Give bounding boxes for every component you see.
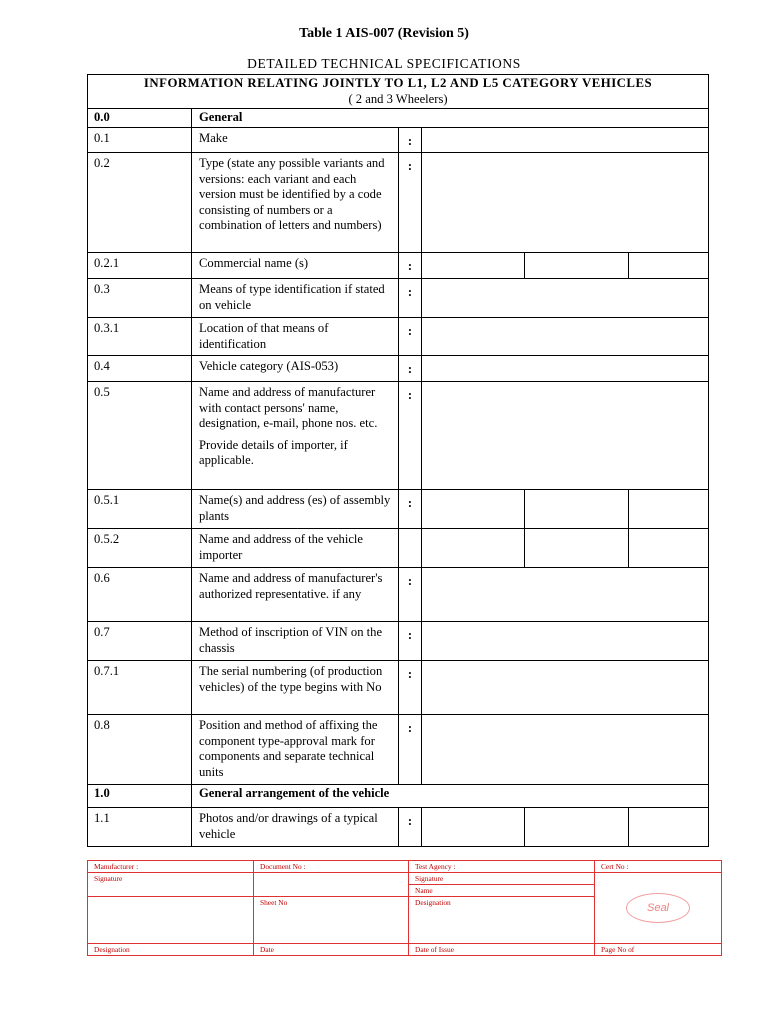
- colon-cell: :: [399, 128, 422, 153]
- footer-sheet-no: Sheet No: [254, 897, 409, 944]
- footer-signature-left: Signature: [88, 873, 254, 897]
- value-cell[interactable]: [422, 568, 709, 622]
- row-number: 0.1: [88, 128, 192, 153]
- section-label: General arrangement of the vehicle: [192, 785, 709, 808]
- colon-cell: :: [399, 356, 422, 382]
- row-number: 0.8: [88, 715, 192, 785]
- row-label: The serial numbering (of production vehicles) of the type begins with No: [192, 661, 399, 715]
- value-cell[interactable]: [422, 529, 525, 568]
- row-label: Location of that means of identification: [192, 318, 399, 356]
- row-number: 0.0: [88, 109, 192, 128]
- row-number: 0.3.1: [88, 318, 192, 356]
- table-row: [88, 661, 709, 715]
- table-row: [88, 568, 709, 622]
- colon-cell: [399, 529, 422, 568]
- value-cell[interactable]: [422, 153, 709, 253]
- value-cell[interactable]: [629, 808, 709, 847]
- colon-cell: :: [399, 153, 422, 253]
- value-cell[interactable]: [629, 490, 709, 529]
- row-number: 0.5.1: [88, 490, 192, 529]
- colon-cell: :: [399, 622, 422, 661]
- row-label: Method of inscription of VIN on the chassis: [192, 622, 399, 661]
- footer-name: Name: [409, 885, 595, 897]
- row-label: Name and address of the vehicle importer: [192, 529, 399, 568]
- row-label-cell: [192, 382, 399, 490]
- row-number: 0.7: [88, 622, 192, 661]
- table-row: [88, 153, 709, 253]
- banner-line-1: INFORMATION RELATING JOINTLY TO L1, L2 AND L5 CATEGORY VEHICLES: [143, 76, 653, 90]
- specifications-table: [87, 74, 709, 847]
- row-label: Vehicle category (AIS-053): [192, 356, 399, 382]
- colon-cell: :: [399, 253, 422, 279]
- footer-page-no: Page No of: [595, 944, 722, 956]
- row-label: Commercial name (s): [192, 253, 399, 279]
- colon-cell: :: [399, 318, 422, 356]
- document-subtitle: DETAILED TECHNICAL SPECIFICATIONS: [247, 56, 521, 71]
- value-cell[interactable]: [422, 356, 709, 382]
- banner-line-2: ( 2 and 3 Wheelers): [348, 92, 448, 106]
- row-label-note: Provide details of importer, if applicable.: [199, 437, 348, 468]
- footer-date: Date: [254, 944, 409, 956]
- value-cell[interactable]: [422, 279, 709, 318]
- colon-cell: :: [399, 382, 422, 490]
- row-label: Type (state any possible variants and versions: each variant and each version must be identified by a code consisting of numbers or a combination of letters and numbers): [192, 153, 399, 253]
- footer-designation-left: Designation: [88, 944, 254, 956]
- row-number: 1.0: [88, 785, 192, 808]
- footer-signature-right: Signature: [409, 873, 595, 885]
- row-label: Name(s) and address (es) of assembly plants: [192, 490, 399, 529]
- section-label: General: [192, 109, 709, 128]
- row-label: Make: [192, 128, 399, 153]
- colon-cell: :: [399, 808, 422, 847]
- table-row: [88, 279, 709, 318]
- footer-cert-no: Cert No :: [595, 861, 722, 873]
- value-cell[interactable]: [525, 529, 629, 568]
- value-cell[interactable]: [422, 382, 709, 490]
- colon-cell: :: [399, 568, 422, 622]
- value-cell[interactable]: [629, 529, 709, 568]
- section-row: [88, 109, 709, 128]
- row-label: Name and address of manufacturer with contact persons' name, designation, e-mail, phone nos. etc.: [199, 385, 378, 431]
- seal-stamp: Seal: [626, 893, 690, 923]
- value-cell[interactable]: [422, 715, 709, 785]
- footer-document-no: Document No :: [254, 861, 409, 873]
- row-number: 0.2: [88, 153, 192, 253]
- row-number: 0.5.2: [88, 529, 192, 568]
- value-cell[interactable]: [422, 128, 709, 153]
- table-row: [88, 128, 709, 153]
- table-row: [88, 622, 709, 661]
- row-number: 0.7.1: [88, 661, 192, 715]
- row-number: 0.6: [88, 568, 192, 622]
- value-cell[interactable]: [422, 318, 709, 356]
- table-row: [88, 529, 709, 568]
- table-row: [88, 715, 709, 785]
- table-row: [88, 382, 709, 490]
- value-cell[interactable]: [422, 622, 709, 661]
- value-cell[interactable]: [422, 490, 525, 529]
- value-cell[interactable]: [525, 253, 629, 279]
- footer-test-agency: Test Agency :: [409, 861, 595, 873]
- row-number: 0.2.1: [88, 253, 192, 279]
- document-title: Table 1 AIS-007 (Revision 5): [299, 26, 469, 41]
- value-cell[interactable]: [525, 490, 629, 529]
- value-cell[interactable]: [629, 253, 709, 279]
- colon-cell: :: [399, 490, 422, 529]
- row-label: Photos and/or drawings of a typical vehicle: [192, 808, 399, 847]
- section-row: [88, 785, 709, 808]
- footer-date-of-issue: Date of Issue: [409, 944, 595, 956]
- row-label: Means of type identification if stated on vehicle: [192, 279, 399, 318]
- footer-empty: [254, 873, 409, 897]
- table-row: [88, 318, 709, 356]
- colon-cell: :: [399, 715, 422, 785]
- row-number: 1.1: [88, 808, 192, 847]
- colon-cell: :: [399, 661, 422, 715]
- value-cell[interactable]: [422, 661, 709, 715]
- row-number: 0.3: [88, 279, 192, 318]
- table-row: [88, 808, 709, 847]
- footer-manufacturer: Manufacturer :: [88, 861, 254, 873]
- footer-blank: [88, 897, 254, 944]
- colon-cell: :: [399, 279, 422, 318]
- table-row: [88, 253, 709, 279]
- row-number: 0.4: [88, 356, 192, 382]
- row-number: 0.5: [88, 382, 192, 490]
- row-label: Position and method of affixing the component type-approval mark for components and separate technical units: [192, 715, 399, 785]
- table-row: [88, 356, 709, 382]
- table-row: [88, 490, 709, 529]
- table-banner: [88, 75, 709, 109]
- footer-designation-right: Designation: [409, 897, 595, 944]
- value-cell[interactable]: [525, 808, 629, 847]
- value-cell[interactable]: [422, 808, 525, 847]
- value-cell[interactable]: [422, 253, 525, 279]
- row-label: Name and address of manufacturer's authorized representative. if any: [192, 568, 399, 622]
